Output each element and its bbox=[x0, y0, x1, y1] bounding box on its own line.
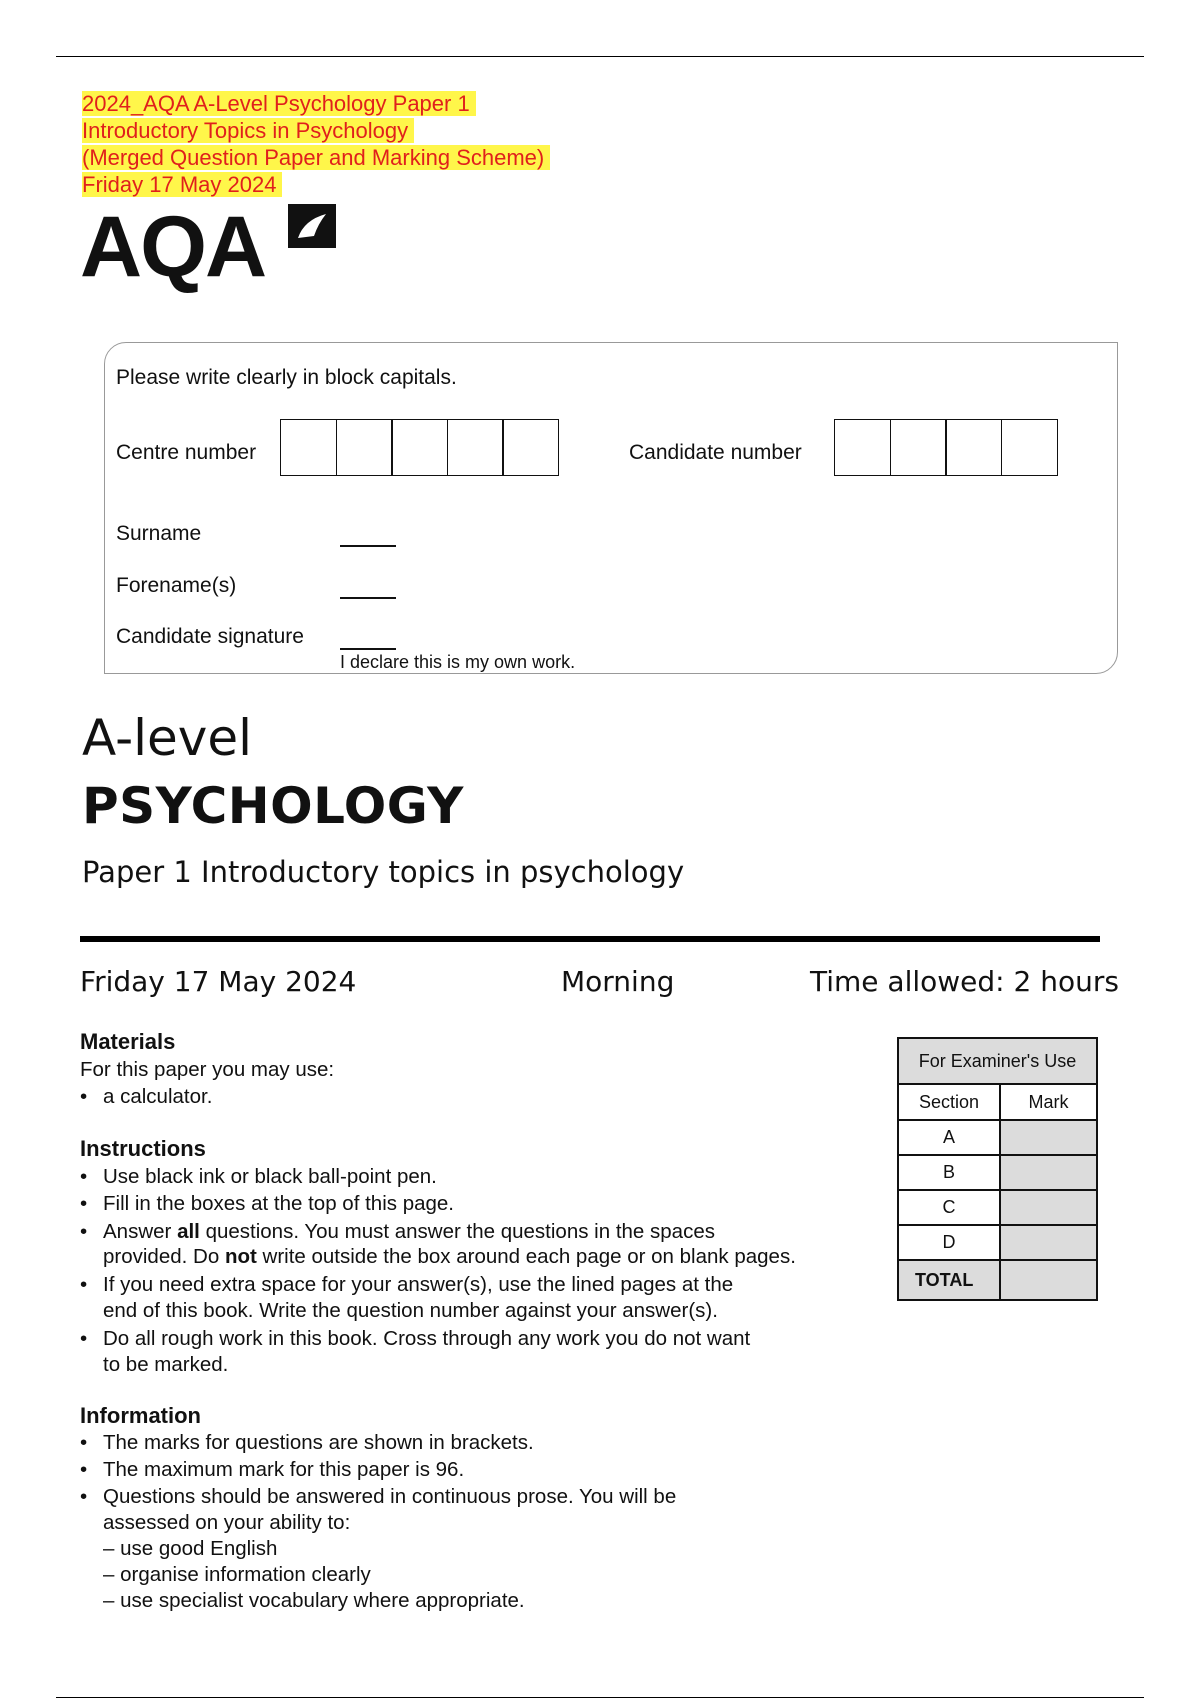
examiner-use-table bbox=[897, 1037, 1098, 1301]
total-label: TOTAL bbox=[898, 1260, 1000, 1300]
aqa-logo bbox=[80, 196, 346, 295]
information-sub-item: – use good English bbox=[103, 1537, 278, 1560]
candidate-number-box[interactable] bbox=[890, 419, 947, 476]
centre-number-box[interactable] bbox=[391, 419, 448, 476]
instruction-text: questions. You must answer the questions in the spaces bbox=[205, 1220, 715, 1243]
candidate-number-box[interactable] bbox=[1001, 419, 1058, 476]
instructions-heading: Instructions bbox=[80, 1136, 206, 1161]
time-allowed: Time allowed: 2 hours bbox=[810, 965, 1119, 998]
answer-word: Answer bbox=[103, 1220, 172, 1243]
bottom-rule bbox=[56, 1697, 1144, 1698]
centre-number-box[interactable] bbox=[336, 419, 393, 476]
declaration-text: I declare this is my own work. bbox=[340, 652, 576, 672]
not-word: not bbox=[224, 1245, 257, 1268]
form-instruction: Please write clearly in block capitals. bbox=[116, 366, 457, 389]
centre-number-boxes bbox=[280, 419, 559, 476]
mark-cell[interactable] bbox=[1000, 1225, 1097, 1260]
surname-label: Surname bbox=[116, 522, 202, 545]
section-label: D bbox=[898, 1225, 1000, 1260]
mark-cell[interactable] bbox=[1000, 1190, 1097, 1225]
all-word: all bbox=[177, 1220, 200, 1243]
section-label: B bbox=[898, 1155, 1000, 1190]
candidate-number-box[interactable] bbox=[834, 419, 891, 476]
title-divider bbox=[80, 936, 1100, 942]
signature-field[interactable] bbox=[340, 648, 396, 650]
materials-heading: Materials bbox=[80, 1029, 176, 1054]
examiner-table-title: For Examiner's Use bbox=[898, 1038, 1097, 1084]
total-mark-cell[interactable] bbox=[1000, 1260, 1097, 1300]
header-line-3: (Merged Question Paper and Marking Scheme) bbox=[82, 144, 550, 171]
section-column-header: Section bbox=[898, 1084, 1000, 1120]
instruction-continuation: provided. Do not write outside the box around each page or on blank pages. bbox=[103, 1245, 796, 1268]
logo-text: AQA bbox=[80, 199, 266, 295]
exam-session: Morning bbox=[561, 965, 675, 998]
surname-field[interactable] bbox=[340, 545, 396, 547]
mark-cell[interactable] bbox=[1000, 1120, 1097, 1155]
exam-date: Friday 17 May 2024 bbox=[80, 965, 357, 998]
signature-label: Candidate signature bbox=[116, 625, 304, 648]
information-heading: Information bbox=[80, 1403, 201, 1428]
instruction-continuation: end of this book. Write the question number against your answer(s). bbox=[103, 1299, 718, 1322]
information-sub-item: – organise information clearly bbox=[103, 1563, 371, 1586]
information-sub-item: – use specialist vocabulary where appropriate. bbox=[103, 1589, 525, 1612]
centre-number-box[interactable] bbox=[447, 419, 504, 476]
centre-number-box[interactable] bbox=[502, 419, 559, 476]
candidate-number-boxes bbox=[834, 419, 1058, 476]
materials-intro: For this paper you may use: bbox=[80, 1058, 335, 1081]
section-label: A bbox=[898, 1120, 1000, 1155]
candidate-number-box[interactable] bbox=[945, 419, 1002, 476]
paper-title: Paper 1 Introductory topics in psychology bbox=[82, 855, 685, 889]
candidate-number-label: Candidate number bbox=[629, 441, 802, 464]
mark-cell[interactable] bbox=[1000, 1155, 1097, 1190]
subject-title: PSYCHOLOGY bbox=[82, 777, 464, 835]
level-title: A-level bbox=[82, 709, 253, 767]
instruction-continuation: to be marked. bbox=[103, 1353, 229, 1376]
header-line-4: Friday 17 May 2024 bbox=[82, 171, 282, 198]
forename-field[interactable] bbox=[340, 597, 396, 599]
logo-mark-icon bbox=[284, 198, 340, 254]
header-line-2: Introductory Topics in Psychology bbox=[82, 117, 414, 144]
forename-label: Forename(s) bbox=[116, 574, 237, 597]
top-rule bbox=[56, 56, 1144, 57]
centre-number-label: Centre number bbox=[116, 441, 257, 464]
header-line-1: 2024_AQA A-Level Psychology Paper 1 bbox=[82, 90, 476, 117]
centre-number-box[interactable] bbox=[280, 419, 337, 476]
mark-column-header: Mark bbox=[1000, 1084, 1097, 1120]
information-continuation: assessed on your ability to: bbox=[103, 1511, 351, 1534]
section-label: C bbox=[898, 1190, 1000, 1225]
